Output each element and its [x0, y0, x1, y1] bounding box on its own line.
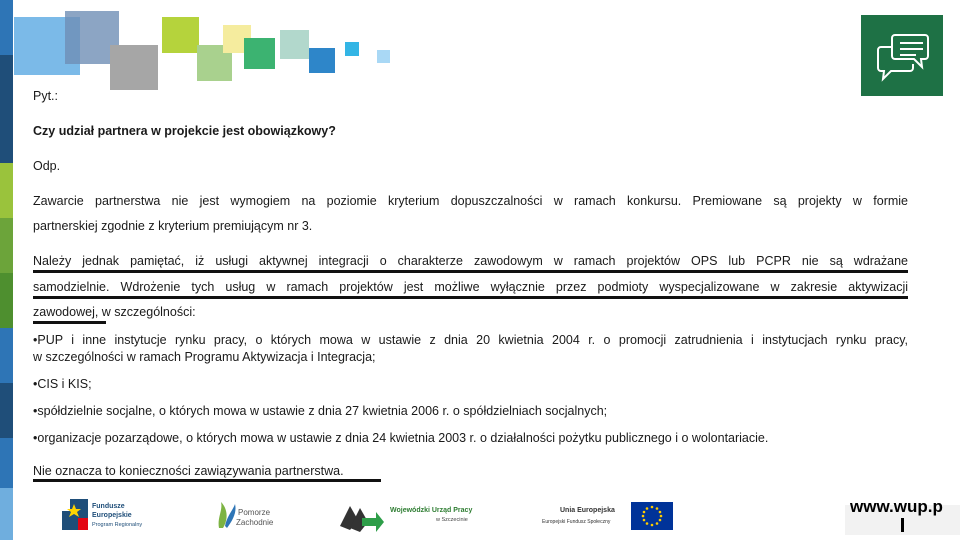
fe-line1: Fundusze	[92, 503, 125, 510]
url-cursor-mark	[901, 518, 904, 532]
wup-szczecin-logo	[336, 500, 486, 532]
paragraph2-emphasis: zawodowej,	[33, 305, 99, 319]
fe-line2: Europejskie	[92, 512, 132, 519]
underline-bar-4	[33, 479, 381, 482]
square-lightblue-small	[377, 50, 390, 63]
pomorze-zachodnie-logo	[213, 498, 283, 532]
question-text: Czy udział partnera w projekcie jest obowiązkowy?	[33, 124, 336, 138]
bullet1-line2: w szczególności w ramach Programu Aktywizacja i Integracja;	[33, 350, 376, 364]
website-url[interactable]: www.wup.p	[850, 497, 943, 516]
paragraph1-line2: partnerskiej zgodnie z kryterium premiującym nr 3.	[33, 219, 313, 233]
ue-line1: Unia Europejska	[560, 507, 615, 514]
paragraph2-line2: samodzielnie. Wdrożenie tych usług w ramach projektów jest możliwe wyłącznie przez podmioty wyspecjalizowane w zakresie aktywizacji	[33, 280, 908, 294]
stripe-green-dark	[0, 273, 13, 328]
stripe-blue	[0, 0, 13, 55]
bullet2: •CIS i KIS;	[33, 377, 92, 391]
fundusze-europejskie-logo	[60, 496, 160, 534]
underline-bar-2	[33, 296, 908, 299]
logos-bar	[0, 490, 960, 540]
wup-line1: Wojewódzki Urząd Pracy	[390, 507, 473, 514]
closing-text: Nie oznacza to konieczności zawiązywania partnerstwa.	[33, 464, 344, 478]
square-azure	[309, 48, 335, 73]
fe-line3: Program Regionalny	[92, 522, 143, 528]
stripe-navy-2	[0, 383, 13, 438]
stripe-blue-2	[0, 328, 13, 383]
unia-europejska-logo	[540, 498, 675, 534]
underline-bar-3	[33, 321, 106, 324]
pz-line2: Zachodnie	[236, 518, 274, 527]
chat-box	[861, 15, 943, 96]
bullet3: •spółdzielnie socjalne, o których mowa w ustawie z dnia 27 kwietnia 2006 r. o spółdzielniach socjalnych;	[33, 404, 608, 418]
ue-line2: Europejski Fundusz Społeczny	[542, 519, 611, 525]
paragraph2-tail: w szczególności:	[98, 305, 196, 319]
pz-line1: Pomorze	[238, 508, 271, 517]
bullet4: •organizacje pozarządowe, o których mowa w ustawie z dnia 24 kwietnia 2003 r. o działalności pożytku publicznego i o wolontariacie.	[33, 431, 769, 445]
square-grey	[110, 45, 158, 90]
stripe-navy	[0, 55, 13, 163]
stripe-green	[0, 218, 13, 273]
question-label: Pyt.:	[33, 89, 59, 103]
bullet1-line1: •PUP i inne instytucje rynku pracy, o których mowa w ustawie z dnia 20 kwietnia 2004 r. o promocji zatrudnienia i instytucjach rynku pracy,	[33, 333, 908, 347]
chat-bubbles-icon	[861, 15, 943, 96]
square-cyan-small	[345, 42, 359, 56]
wup-line2: w Szczecinie	[436, 517, 468, 523]
stripe-blue-3	[0, 438, 13, 488]
square-lime	[162, 17, 199, 53]
square-green	[244, 38, 275, 69]
square-mint	[280, 30, 309, 59]
paragraph1-line1: Zawarcie partnerstwa nie jest wymogiem na poziomie kryterium dopuszczalności w ramach konkursu. Premiowane są projekty w formie	[33, 194, 908, 208]
answer-label: Odp.	[33, 159, 61, 173]
paragraph2-line3	[33, 304, 908, 320]
stripe-lime	[0, 163, 13, 218]
paragraph2-line1: Należy jednak pamiętać, iż usługi aktywnej integracji o charakterze zawodowym w ramach projektów OPS lub PCPR nie są wdrażane	[33, 254, 908, 268]
underline-bar-1	[33, 270, 908, 273]
